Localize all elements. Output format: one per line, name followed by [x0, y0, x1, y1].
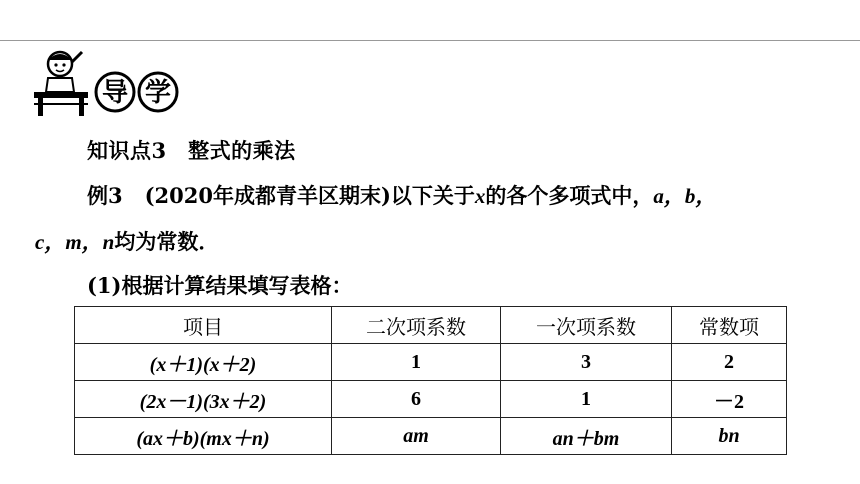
- row-quadratic: 6: [332, 381, 501, 418]
- header-constant: 常数项: [672, 307, 787, 344]
- table-header-row: [75, 307, 787, 344]
- table-row: [75, 344, 787, 381]
- row-constant: －2: [672, 381, 787, 418]
- header-item: 项目: [75, 307, 332, 344]
- example-intro: (2020年成都青羊区期末)以下关于: [144, 183, 475, 208]
- table-row: [75, 418, 787, 455]
- header-quadratic-coef: 二次项系数: [332, 307, 501, 344]
- row-expression: (ax＋b)(mx＋n): [75, 418, 332, 455]
- row-expression: (x＋1)(x＋2): [75, 344, 332, 381]
- row-quadratic: 1: [332, 344, 501, 381]
- row-expression: (2x－1)(3x＋2): [75, 381, 332, 418]
- example-label: 例3: [87, 183, 123, 208]
- student-reading-icon: [34, 52, 88, 116]
- part-1-prompt: (1)根据计算结果填写表格：: [87, 273, 353, 298]
- variables-cmn: c，m，n: [35, 230, 115, 254]
- top-divider: [0, 40, 860, 41]
- header-linear-coef: 一次项系数: [501, 307, 672, 344]
- example-paragraph-line1: [87, 180, 716, 210]
- example-intro-2: 的各个多项式中，: [485, 183, 654, 208]
- coefficient-table: [74, 306, 787, 455]
- row-quadratic: am: [332, 418, 501, 455]
- row-constant: bn: [672, 418, 787, 455]
- row-linear: an＋bm: [501, 418, 672, 455]
- badge-text-xue: 学: [144, 78, 172, 108]
- example-paragraph-line2: [35, 226, 219, 256]
- example-intro-end: 均为常数．: [114, 229, 220, 254]
- row-linear: 3: [501, 344, 672, 381]
- variable-x: x: [474, 184, 486, 208]
- guide-study-badge: [28, 48, 188, 118]
- row-linear: 1: [501, 381, 672, 418]
- table-row: [75, 381, 787, 418]
- knowledge-point-heading: 知识点3 整式的乘法: [87, 138, 296, 163]
- variables-ab: a，b，: [653, 184, 717, 208]
- row-constant: 2: [672, 344, 787, 381]
- badge-text-dao: 导: [101, 78, 129, 108]
